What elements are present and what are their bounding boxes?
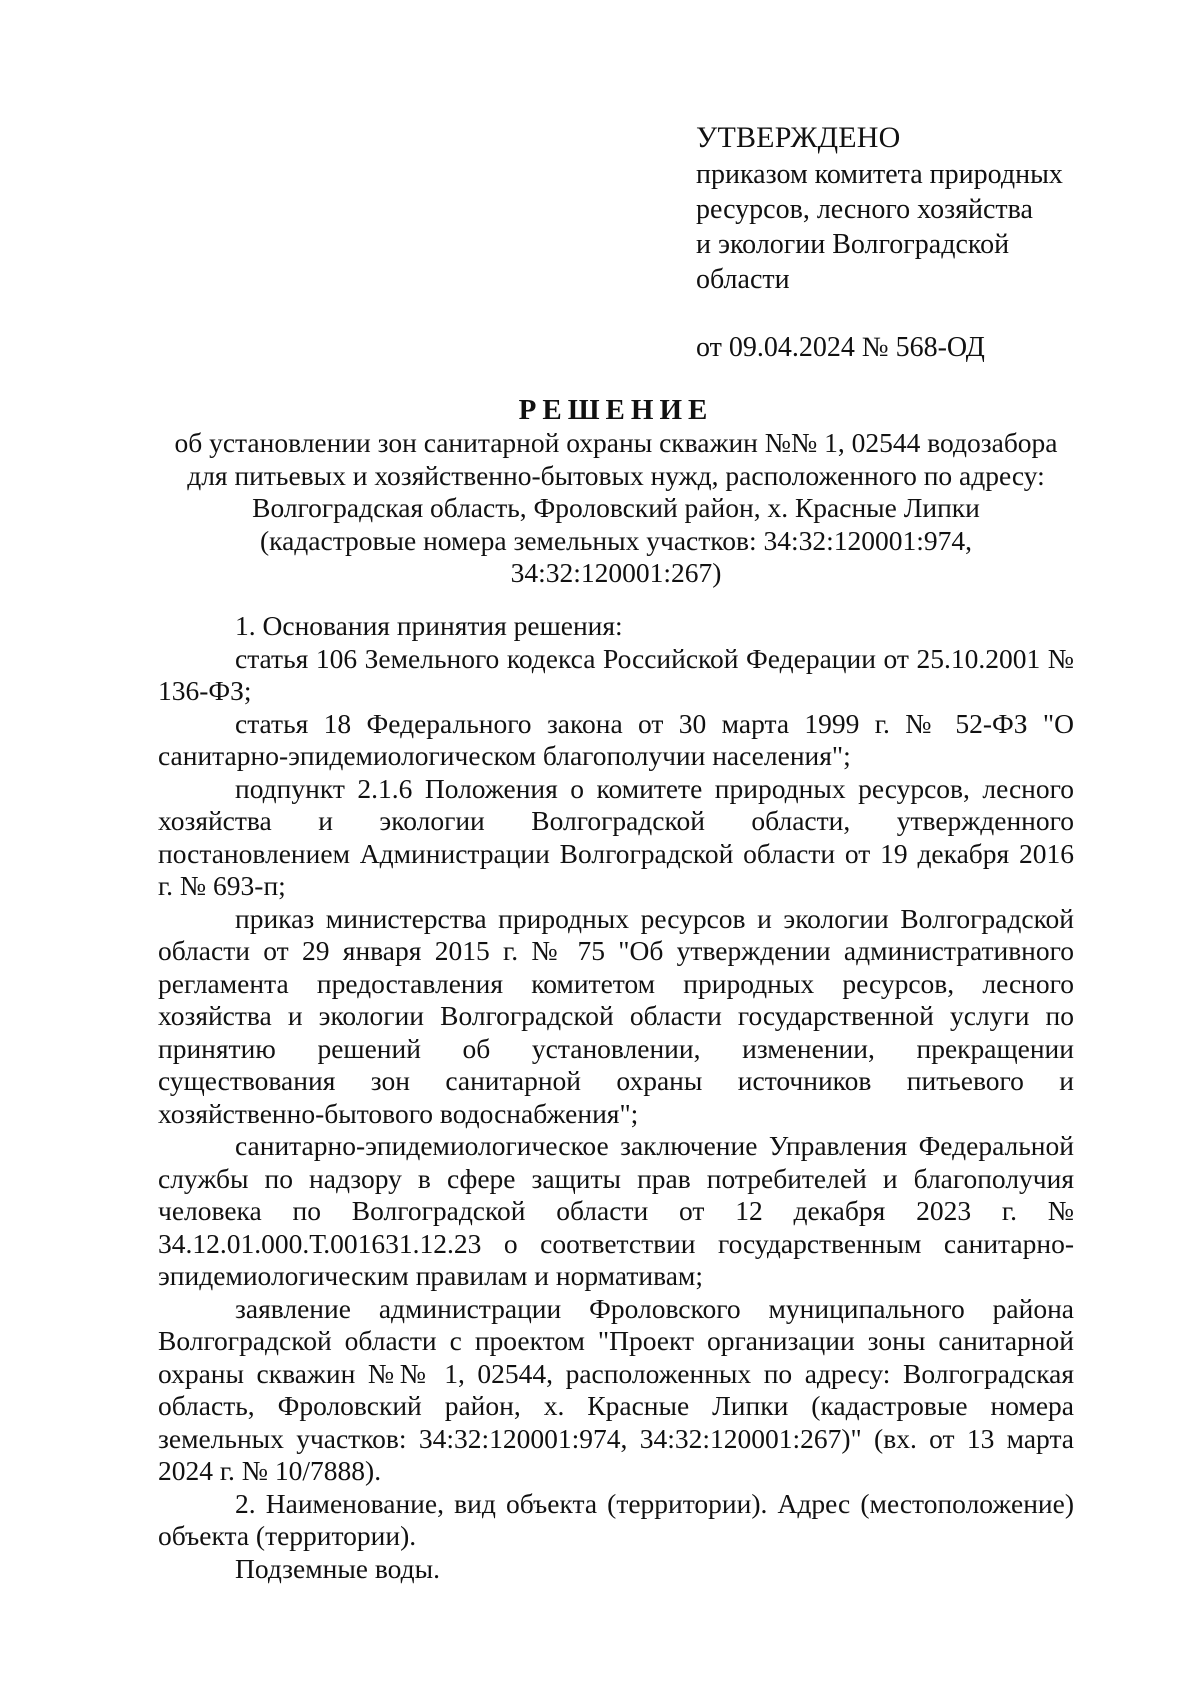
decision-title: РЕШЕНИЕ xyxy=(518,394,714,426)
basis-paragraph: статья 18 Федерального закона от 30 марта 1999 г. № 52-ФЗ "О санитарно-эпидемиологическом благополучии населения"; xyxy=(158,707,1074,771)
subject-line: для питьевых и хозяйственно-бытовых нужд, расположенного по адресу: xyxy=(187,459,1045,491)
section-2-value: Подземные воды. xyxy=(235,1552,440,1584)
basis-paragraph: заявление администрации Фроловского муниципального района Волгоградской области с проектом "Проект организации зоны санитарной охраны скважин №№ 1, 02544, расположенных по адресу: Волгоградская область, Фроловский район, х. Красные Липки (кадастровые номера земельных участков: 34:32:120001:974, 34:32:120001:267)" (вх. от 13 марта 2024 г. № 10/7888). xyxy=(158,1292,1074,1486)
basis-paragraph: статья 106 Земельного кодекса Российской Федерации от 25.10.2001 № 136-ФЗ; xyxy=(158,642,1074,706)
approval-line: области xyxy=(696,264,790,295)
approval-order-number: от 09.04.2024 № 568-ОД xyxy=(696,332,985,363)
basis-paragraph: приказ министерства природных ресурсов и экологии Волгоградской области от 29 января 2015 г. № 75 "Об утверждении административного регламента предоставления комитетом природных ресурсов, лесного хозяйства и экологии Волгоградской области государственной услуги по принятию решений об установлении, изменении, прекращении существования зон санитарной охраны источников питьевого и хозяйственно-бытового водоснабжения"; xyxy=(158,902,1074,1129)
decision-header xyxy=(140,393,1092,590)
approval-line: приказом комитета природных xyxy=(696,159,1063,190)
approval-stamp xyxy=(696,120,1116,365)
approval-line: ресурсов, лесного хозяйства xyxy=(696,194,1033,225)
subject-line: 34:32:120001:267) xyxy=(510,557,722,588)
document-body xyxy=(158,610,1074,1585)
basis-paragraph: подпункт 2.1.6 Положения о комитете природных ресурсов, лесного хозяйства и экологии Волгоградской области, утвержденного постановлением Администрации Волгоградской области от 19 декабря 2016 г. № 693-п; xyxy=(158,772,1074,901)
section-1-heading: 1. Основания принятия решения: xyxy=(235,610,623,641)
subject-line: (кадастровые номера земельных участков: 34:32:120001:974, xyxy=(259,524,973,556)
subject-line: Волгоградская область, Фроловский район, х. Красные Липки xyxy=(252,492,980,523)
decision-subject xyxy=(140,427,1092,590)
approval-line: и экологии Волгоградской xyxy=(696,229,1010,260)
approval-heading: УТВЕРЖДЕНО xyxy=(696,121,901,154)
section-2-heading: 2. Наименование, вид объекта (территории). Адрес (местоположение) объекта (территории). xyxy=(158,1487,1074,1551)
subject-line: об установлении зон санитарной охраны скважин №№ 1, 02544 водозабора xyxy=(174,427,1058,458)
basis-paragraph: санитарно-эпидемиологическое заключение Управления Федеральной службы по надзору в сфере защиты прав потребителей и благополучия человека по Волгоградской области от 12 декабря 2023 г. № 34.12.01.000.Т.001631.12.23 о соответствии государственным санитарно-эпидемиологическим правилам и нормативам; xyxy=(158,1130,1074,1291)
